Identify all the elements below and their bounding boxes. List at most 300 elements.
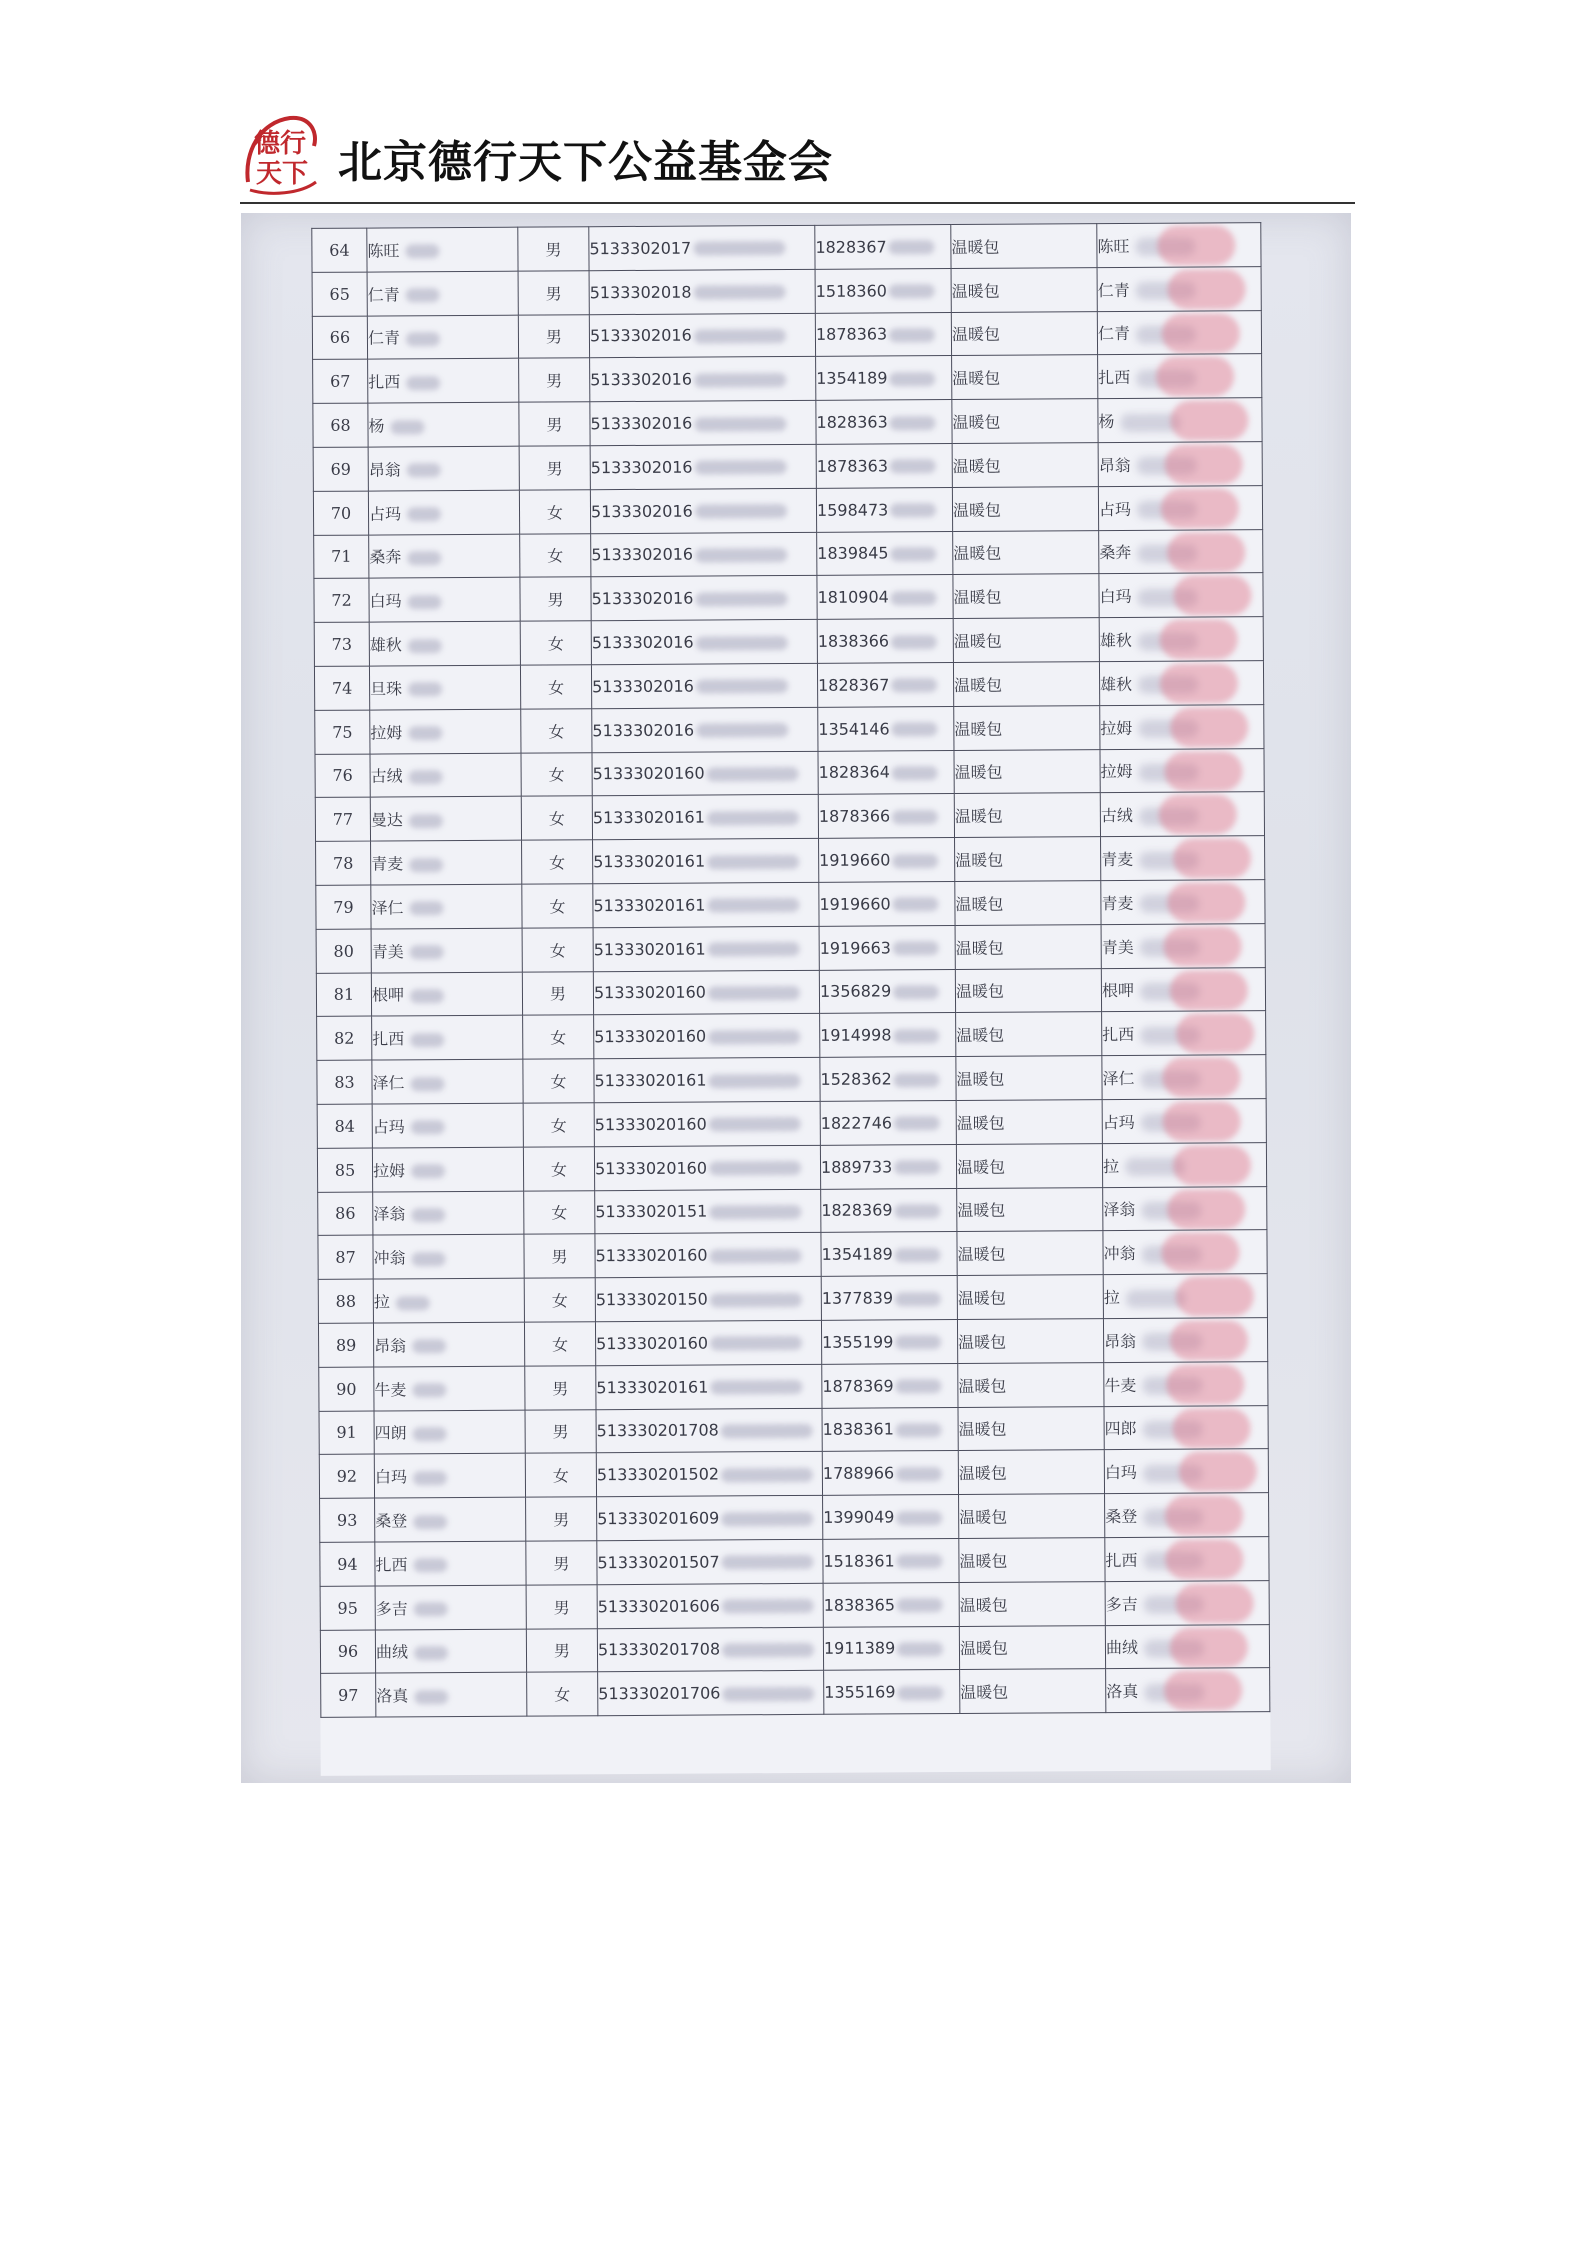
- redaction-blur: [896, 1467, 942, 1481]
- phone-cell: [817, 662, 953, 707]
- id-number-cell: [597, 1627, 823, 1672]
- redaction-blur: [410, 989, 444, 1003]
- sex-cell: [524, 1234, 595, 1278]
- redaction-blur: [695, 548, 787, 563]
- table-row: [313, 485, 1262, 535]
- id-number-cell-text: 5133302018: [589, 282, 692, 302]
- table-row: [314, 617, 1263, 667]
- signature-cell: [1103, 1318, 1267, 1363]
- sex-cell-text: 男: [553, 1510, 570, 1530]
- table-row: [315, 748, 1264, 798]
- phone-cell-text: 1919660: [819, 850, 891, 870]
- signature-cell: [1100, 704, 1264, 749]
- sex-cell-text: 女: [551, 1291, 568, 1311]
- fingerprint-stamp: [1164, 1671, 1242, 1711]
- signature-cell-text: 拉: [1102, 1156, 1120, 1176]
- sex-cell-text: 女: [547, 634, 564, 654]
- sex-cell-text: 男: [551, 1247, 568, 1267]
- signature-cell: [1103, 1186, 1267, 1231]
- row-number: [316, 973, 371, 1017]
- id-number-cell-text: 51333020160: [594, 1114, 707, 1135]
- signature-cell-text: 拉姆: [1100, 718, 1133, 738]
- name-cell-text: 杨: [368, 416, 385, 436]
- name-cell-text: 青美: [371, 942, 404, 962]
- signature-cell: [1104, 1361, 1268, 1406]
- fingerprint-stamp: [1176, 1014, 1254, 1054]
- row-number: [320, 1542, 375, 1586]
- row-number-text: 66: [329, 328, 351, 348]
- table-row: [317, 1055, 1266, 1105]
- id-number-cell: [595, 1276, 821, 1321]
- row-number: [312, 228, 367, 272]
- phone-cell-text: 1377839: [821, 1288, 894, 1308]
- row-number-text: 83: [334, 1072, 355, 1092]
- sex-cell: [522, 840, 593, 884]
- id-number-cell-text: 51333020161: [594, 1070, 707, 1091]
- item-cell-text: 温暖包: [956, 1025, 1005, 1046]
- phone-cell: [816, 487, 952, 532]
- row-number-text: 89: [335, 1335, 357, 1355]
- sex-cell: [525, 1365, 596, 1409]
- signature-cell: [1106, 1668, 1270, 1713]
- id-number-cell-text: 51333020151: [595, 1201, 708, 1222]
- phone-cell: [824, 1670, 960, 1715]
- signature-cell: [1103, 1230, 1267, 1275]
- redaction-blur: [396, 1296, 430, 1310]
- name-cell: [369, 578, 520, 623]
- redaction-blur: [722, 1555, 814, 1570]
- signature-cell: [1104, 1449, 1268, 1494]
- row-number: [318, 1279, 373, 1323]
- redaction-blur: [410, 945, 444, 959]
- item-cell-text: 温暖包: [954, 806, 1003, 827]
- phone-cell-text: 1889733: [820, 1157, 893, 1177]
- id-number-cell: [595, 1189, 821, 1234]
- phone-cell: [815, 225, 951, 270]
- redaction-blur: [895, 1292, 941, 1306]
- redaction-blur: [721, 1468, 813, 1483]
- sex-cell: [526, 1497, 597, 1541]
- redaction-blur: [408, 726, 442, 740]
- sex-cell-text: 男: [553, 1554, 570, 1574]
- id-number-cell: [596, 1452, 822, 1497]
- item-cell-text: 温暖包: [953, 544, 1002, 564]
- signature-cell: [1102, 1055, 1266, 1100]
- redaction-blur: [405, 245, 439, 259]
- id-number-cell: [592, 751, 818, 796]
- redaction-blur: [894, 1073, 940, 1087]
- row-number-text: 79: [333, 897, 354, 917]
- sex-cell-text: 男: [549, 984, 567, 1004]
- name-cell: [372, 1059, 523, 1104]
- phone-cell: [818, 706, 954, 751]
- id-number-cell-text: 5133302016: [591, 545, 694, 565]
- phone-cell-text: 1919660: [819, 894, 891, 914]
- redaction-blur: [892, 854, 938, 868]
- sex-cell: [518, 271, 589, 315]
- sex-cell-text: 女: [551, 1203, 568, 1223]
- fingerprint-stamp: [1165, 1539, 1243, 1579]
- redaction-blur: [409, 858, 443, 872]
- table-row: [318, 1274, 1267, 1324]
- id-number-cell: [593, 838, 819, 883]
- table-row: [320, 1493, 1269, 1543]
- sex-cell: [521, 708, 592, 752]
- item-cell: [953, 618, 1099, 663]
- name-cell-text: 桑奔: [369, 547, 402, 568]
- sex-cell: [524, 1322, 595, 1366]
- redaction-blur: [695, 592, 787, 607]
- sex-cell-text: 男: [552, 1378, 569, 1399]
- name-cell-text: 多吉: [375, 1598, 408, 1619]
- row-number: [320, 1586, 375, 1630]
- redaction-blur: [890, 416, 936, 430]
- id-number-cell: [591, 620, 817, 665]
- name-cell-text: 曲绒: [375, 1642, 409, 1662]
- id-number-cell-text: 51333020161: [593, 851, 706, 872]
- row-number: [318, 1192, 373, 1236]
- name-cell: [375, 1541, 526, 1586]
- table-row: [319, 1405, 1268, 1455]
- phone-cell-text: 1354189: [816, 368, 888, 389]
- name-cell: [371, 972, 522, 1017]
- name-cell-text: 占玛: [372, 1117, 405, 1137]
- row-number-text: 70: [330, 503, 352, 523]
- signature-cell-text: 扎西: [1098, 368, 1131, 388]
- redaction-blur: [411, 1208, 445, 1222]
- name-cell: [374, 1453, 525, 1498]
- redaction-blur: [408, 639, 442, 653]
- phone-cell-text: 1914998: [820, 1025, 892, 1046]
- name-cell-text: 根呷: [371, 985, 405, 1005]
- name-cell: [370, 753, 521, 798]
- id-number-cell-text: 5133302016: [592, 676, 694, 697]
- row-number-text: 73: [331, 634, 353, 654]
- item-cell-text: 温暖包: [956, 1069, 1005, 1090]
- phone-cell: [820, 1144, 956, 1189]
- signature-cell-text: 青麦: [1101, 893, 1134, 913]
- row-number-text: 88: [335, 1291, 357, 1311]
- signature-cell: [1097, 223, 1261, 268]
- item-cell: [954, 705, 1100, 750]
- sex-cell: [523, 1059, 594, 1103]
- phone-cell: [822, 1363, 958, 1408]
- phone-cell-text: 1828363: [816, 412, 888, 432]
- redaction-blur: [710, 1380, 802, 1395]
- name-cell: [373, 1278, 524, 1323]
- id-number-cell-text: 51333020150: [595, 1289, 708, 1310]
- fingerprint-stamp: [1173, 1408, 1251, 1448]
- name-cell-text: 白玛: [369, 591, 402, 611]
- redaction-blur: [413, 1515, 447, 1529]
- sex-cell: [518, 227, 589, 271]
- table-row: [314, 661, 1263, 711]
- item-cell-text: 温暖包: [953, 587, 1002, 608]
- redaction-blur: [709, 1161, 801, 1176]
- item-cell: [957, 1275, 1103, 1320]
- row-number: [316, 929, 371, 973]
- name-cell: [372, 1103, 523, 1148]
- table-row: [316, 923, 1265, 973]
- table-row: [315, 792, 1264, 842]
- name-cell-text: 陈旺: [367, 241, 400, 261]
- row-number: [321, 1673, 376, 1717]
- sex-cell-text: 女: [550, 1028, 567, 1048]
- sex-cell-text: 男: [545, 240, 562, 260]
- signature-cell-text: 根呷: [1101, 981, 1135, 1001]
- id-number-cell-text: 51333020160: [595, 1245, 708, 1266]
- row-number-text: 72: [331, 590, 352, 611]
- svg-text:天下: 天下: [256, 159, 309, 189]
- redaction-blur: [895, 1204, 941, 1218]
- sex-cell: [522, 927, 593, 971]
- name-cell: [376, 1672, 527, 1717]
- phone-cell-text: 1828367: [815, 237, 887, 257]
- redaction-blur: [411, 1164, 445, 1178]
- sex-cell-text: 女: [552, 1466, 569, 1486]
- phone-cell: [823, 1538, 959, 1583]
- name-cell-text: 仁青: [367, 285, 400, 305]
- signature-cell-text: 昂翁: [1098, 455, 1131, 475]
- item-cell: [958, 1450, 1104, 1495]
- name-cell: [373, 1322, 524, 1367]
- row-number: [319, 1454, 374, 1498]
- table-row: [312, 310, 1261, 360]
- signature-cell: [1101, 880, 1265, 925]
- phone-cell-text: 1911389: [823, 1638, 896, 1659]
- phone-cell-text: 1838365: [823, 1594, 896, 1615]
- redaction-blur: [407, 464, 441, 478]
- signature-cell: [1103, 1274, 1267, 1319]
- fingerprint-stamp: [1160, 663, 1238, 703]
- redaction-blur: [897, 1598, 943, 1612]
- row-number-text: 86: [335, 1204, 356, 1224]
- fingerprint-stamp: [1156, 357, 1234, 397]
- row-number: [319, 1411, 374, 1455]
- name-cell: [367, 271, 518, 316]
- sex-cell-text: 女: [550, 1072, 567, 1092]
- redaction-blur: [707, 898, 799, 913]
- redaction-blur: [897, 1642, 943, 1656]
- phone-cell-text: 1354146: [818, 719, 890, 739]
- redaction-blur: [409, 901, 443, 915]
- signature-cell-text: 泽翁: [1103, 1200, 1136, 1220]
- signature-cell: [1098, 485, 1262, 530]
- sex-cell-text: 女: [549, 897, 566, 917]
- sex-cell: [521, 752, 592, 796]
- name-cell: [372, 1015, 523, 1060]
- table-row: [321, 1668, 1270, 1718]
- phone-cell: [821, 1319, 957, 1364]
- item-cell-text: 温暖包: [955, 938, 1004, 958]
- row-number: [320, 1630, 375, 1674]
- redaction-blur: [413, 1427, 447, 1441]
- fingerprint-stamp: [1170, 970, 1248, 1010]
- org-name: 北京德行天下公益基金会: [338, 137, 833, 188]
- item-cell-text: 温暖包: [952, 368, 1001, 389]
- redaction-blur: [414, 1646, 448, 1660]
- fingerprint-stamp: [1173, 838, 1251, 878]
- signature-cell-text: 多吉: [1105, 1594, 1138, 1614]
- sex-cell-text: 女: [548, 678, 565, 698]
- fingerprint-stamp: [1164, 926, 1242, 966]
- fingerprint-stamp: [1176, 1583, 1254, 1623]
- name-cell-text: 四朗: [374, 1423, 407, 1443]
- name-cell: [375, 1585, 526, 1630]
- phone-cell: [820, 1057, 956, 1102]
- row-number-text: 80: [333, 941, 354, 961]
- phone-cell: [816, 443, 952, 488]
- fingerprint-stamp: [1173, 576, 1251, 616]
- name-cell: [369, 665, 520, 710]
- row-number-text: 81: [333, 985, 355, 1005]
- row-number-text: 64: [329, 240, 350, 260]
- row-number: [317, 1016, 372, 1060]
- redaction-blur: [721, 1424, 813, 1439]
- redaction-blur: [722, 1599, 814, 1614]
- phone-cell-text: 1355199: [822, 1332, 894, 1352]
- phone-cell-text: 1878366: [818, 806, 891, 827]
- sex-cell: [520, 577, 591, 621]
- redaction-blur: [893, 985, 939, 999]
- signature-cell-text: 扎西: [1105, 1550, 1138, 1570]
- id-number-cell: [592, 795, 818, 840]
- row-number: [314, 666, 369, 710]
- id-number-cell: [593, 882, 819, 927]
- name-cell: [375, 1497, 526, 1542]
- redaction-blur: [412, 1252, 446, 1266]
- item-cell-text: 温暖包: [959, 1551, 1008, 1571]
- id-number-cell-text: 513330201502: [596, 1464, 720, 1485]
- sex-cell: [523, 1103, 594, 1147]
- signature-cell: [1097, 310, 1261, 355]
- signature-cell: [1100, 792, 1264, 837]
- sex-cell-text: 女: [548, 809, 565, 829]
- signature-cell: [1098, 398, 1262, 443]
- sex-cell-text: 女: [546, 503, 564, 523]
- row-number: [318, 1235, 373, 1279]
- row-number-text: 84: [334, 1116, 355, 1136]
- redaction-blur: [696, 679, 788, 694]
- signature-cell: [1101, 923, 1265, 968]
- item-cell: [952, 486, 1098, 531]
- item-cell: [958, 1362, 1104, 1407]
- id-number-cell: [593, 926, 819, 971]
- row-number-text: 77: [332, 809, 354, 830]
- name-cell: [374, 1410, 525, 1455]
- id-number-cell: [589, 225, 815, 270]
- id-number-cell: [592, 707, 818, 752]
- sex-cell-text: 男: [545, 284, 562, 304]
- sex-cell: [523, 1146, 594, 1190]
- redaction-blur: [409, 814, 443, 828]
- id-number-cell-text: 51333020160: [592, 763, 705, 784]
- phone-cell-text: 1838366: [817, 631, 890, 651]
- item-cell: [953, 662, 1099, 707]
- name-cell-text: 拉: [373, 1292, 390, 1312]
- item-cell: [959, 1581, 1105, 1626]
- sex-cell: [526, 1628, 597, 1672]
- fingerprint-stamp: [1162, 313, 1240, 353]
- sex-cell: [519, 402, 590, 446]
- sex-cell-text: 男: [546, 459, 563, 479]
- item-cell: [956, 1012, 1102, 1057]
- redaction-blur: [710, 1292, 802, 1307]
- redaction-blur: [410, 1033, 444, 1047]
- row-number: [315, 797, 370, 841]
- redaction-blur: [897, 1554, 943, 1568]
- item-cell-text: 温暖包: [956, 1113, 1005, 1133]
- redaction-blur: [893, 1029, 939, 1043]
- phone-cell: [817, 575, 953, 620]
- phone-cell: [821, 1188, 957, 1233]
- redaction-blur: [722, 1687, 814, 1702]
- row-number: [314, 578, 369, 622]
- item-cell: [954, 793, 1100, 838]
- sex-cell: [522, 884, 593, 928]
- row-number-text: 65: [329, 284, 350, 304]
- name-cell: [368, 490, 519, 535]
- phone-cell: [817, 619, 953, 664]
- item-cell: [959, 1625, 1105, 1670]
- sex-cell: [526, 1541, 597, 1585]
- redaction-blur: [409, 770, 443, 784]
- name-cell-text: 雄秋: [369, 635, 402, 655]
- phone-cell-text: 1828367: [818, 675, 890, 695]
- row-number-text: 75: [332, 722, 353, 742]
- fingerprint-stamp: [1179, 1451, 1257, 1491]
- phone-cell: [819, 925, 955, 970]
- name-cell-text: 冲翁: [373, 1248, 406, 1268]
- row-number: [319, 1367, 374, 1411]
- signature-cell: [1102, 1142, 1266, 1187]
- fingerprint-stamp: [1167, 1189, 1245, 1229]
- redaction-blur: [408, 682, 442, 696]
- redaction-blur: [414, 1690, 448, 1704]
- id-number-cell-text: 51333020160: [593, 982, 707, 1003]
- item-cell-text: 温暖包: [952, 500, 1002, 520]
- sex-cell-text: 女: [548, 722, 565, 742]
- redaction-blur: [707, 767, 799, 782]
- phone-cell: [818, 794, 954, 839]
- item-cell: [953, 574, 1099, 619]
- id-number-cell: [593, 970, 819, 1015]
- redaction-blur: [889, 328, 935, 342]
- item-cell-text: 温暖包: [954, 719, 1003, 739]
- item-cell-text: 温暖包: [958, 1420, 1007, 1440]
- table-row: [313, 398, 1262, 448]
- row-number: [317, 1148, 372, 1192]
- redaction-blur: [707, 811, 799, 826]
- id-number-cell-text: 5133302016: [591, 632, 694, 653]
- signature-cell-text: 青麦: [1101, 849, 1134, 870]
- row-number: [320, 1498, 375, 1542]
- row-number-text: 78: [332, 853, 354, 873]
- id-number-cell-text: 51333020161: [592, 807, 705, 828]
- item-cell-text: 温暖包: [951, 325, 1001, 345]
- sex-cell: [520, 665, 591, 709]
- phone-cell: [822, 1451, 958, 1496]
- redaction-blur: [694, 373, 786, 388]
- signature-cell-text: 杨: [1098, 412, 1115, 432]
- redaction-blur: [695, 504, 787, 519]
- sex-cell-text: 女: [547, 546, 564, 566]
- row-number: [315, 754, 370, 798]
- row-number: [318, 1323, 373, 1367]
- id-number-cell-text: 51333020161: [596, 1377, 709, 1397]
- redaction-blur: [709, 1205, 801, 1220]
- item-cell: [956, 1143, 1102, 1188]
